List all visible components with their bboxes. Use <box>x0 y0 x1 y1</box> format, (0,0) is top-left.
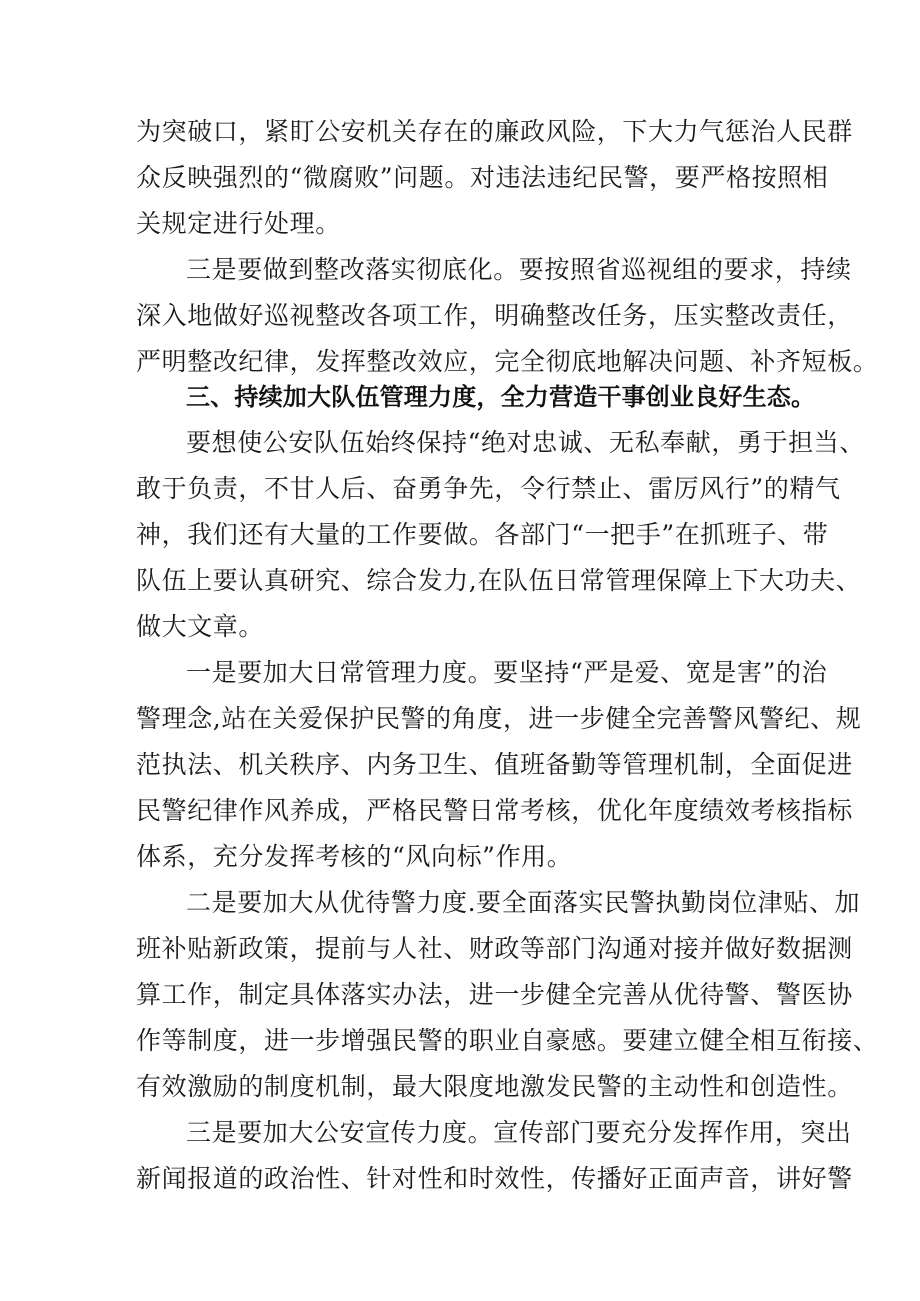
text-line: 警理念,站在关爱保护民警的角度，进一步健全完善警风警纪、规 <box>136 704 862 733</box>
text-line: 三是要加大公安宣传力度。宣传部门要充分发挥作用，突出 <box>186 1118 852 1147</box>
text-line: 为突破口，紧盯公安机关存在的廉政风险，下大力气惩治人民群 <box>136 117 853 146</box>
text-line: 队伍上要认真研究、综合发力,在队伍日常管理保障上下大功夫、 <box>136 566 862 595</box>
text-line: 新闻报道的政治性、针对性和时效性，传播好正面声音，讲好警 <box>136 1164 853 1193</box>
text-line: 民警纪律作风养成，严格民警日常考核，优化年度绩效考核指标 <box>136 796 853 825</box>
text-line: 班补贴新政策，提前与人社、财政等部门沟通对接并做好数据测 <box>136 934 853 963</box>
text-line: 范执法、机关秩序、内务卫生、值班备勤等管理机制，全面促进 <box>136 750 853 779</box>
text-line: 关规定进行处理。 <box>136 209 341 238</box>
text-line: 算工作，制定具体落实办法，进一步健全完善从优待警、警医协 <box>136 980 853 1009</box>
section-heading: 三、持续加大队伍管理力度，全力营造干事创业良好生态。 <box>186 383 816 411</box>
text-line: 做大文章。 <box>136 612 265 641</box>
text-line: 体系，充分发挥考核的“风向标”作用。 <box>136 842 573 871</box>
text-line: 要想使公安队伍始终保持“绝对忠诚、无私奉献，勇于担当、 <box>186 428 865 457</box>
text-line: 三是要做到整改落实彻底化。要按照省巡视组的要求，持续 <box>186 255 852 284</box>
text-line: 一是要加大日常管理力度。要坚持“严是爱、宽是害”的治 <box>186 658 828 687</box>
text-line: 敢于负责，不甘人后、奋勇争先，令行禁止、雷厉风行”的精气 <box>136 474 841 503</box>
text-line: 严明整改纪律，发挥整改效应，完全彻底地解决问题、补齐短板。 <box>136 347 879 376</box>
text-line: 深入地做好巡视整改各项工作，明确整改任务，压实整改责任， <box>136 301 853 330</box>
text-line: 神，我们还有大量的工作要做。各部门“一把手”在抓班子、带 <box>136 520 829 549</box>
text-line: 作等制度，进一步增强民警的职业自豪感。要建立健全相互衔接、 <box>136 1026 879 1055</box>
text-line: 众反映强烈的“微腐败”问题。对违法违纪民警，要严格按照相 <box>136 163 829 192</box>
text-line: 二是要加大从优待警力度.要全面落实民警执勤岗位津贴、加 <box>186 888 861 917</box>
text-line: 有效激励的制度机制，最大限度地激发民警的主动性和创造性。 <box>136 1072 853 1101</box>
